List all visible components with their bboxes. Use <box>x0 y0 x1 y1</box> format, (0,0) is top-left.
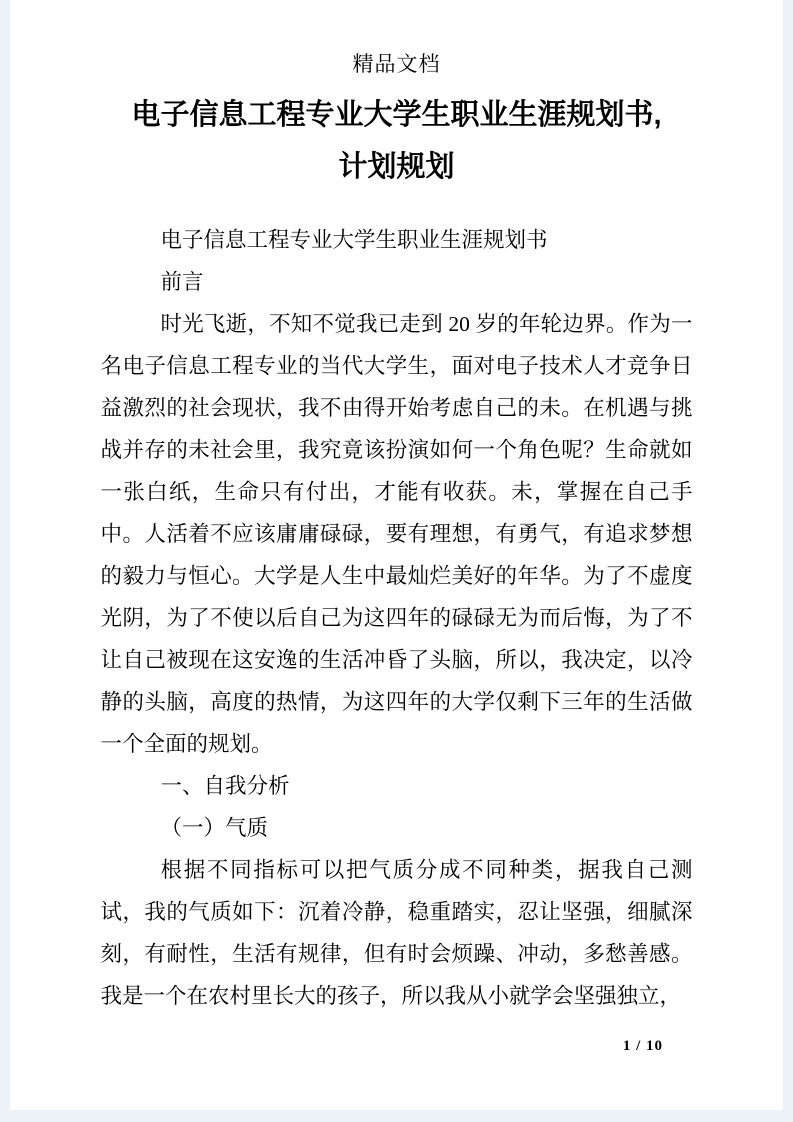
paragraph-foreword-heading: 前言 <box>160 270 204 294</box>
document-header-label: 精品文档 <box>352 52 441 76</box>
paragraph-foreword-body: 时光飞逝，不知不觉我已走到 20 岁的年轮边界。作为一名电子信息工程专业的当代大学生，面对电子技术人才竞争日益激烈的社会现状，我不由得开始考虑自己的未。在机遇与挑战并存的未社会里，我究竟该扮演如何一个角色呢？生命就如一张白纸，生命只有付出，才能有收获。未，掌握在自己手中。人活着不应该庸庸碌碌，要有理想，有勇气，有追求梦想的毅力与恒心。大学是人生中最灿烂美好的年华。为了不虚度光阴，为了不使以后自己为这四年的碌碌无为而后悔，为了不让自己被现在这安逸的生活冲昏了头脑，所以，我决定，以冷静的头脑，高度的热情，为这四年的大学仅剩下三年的生活做一个全面的规划。 <box>100 312 693 756</box>
paragraph-section-heading-self-analysis: 一、自我分析 <box>160 774 290 798</box>
document-body <box>101 219 693 1017</box>
document-title-line-1: 电子信息工程专业大学生职业生涯规划书, <box>131 99 662 131</box>
paragraph-subsection-heading-temperament: （一）气质 <box>160 816 269 840</box>
document-title <box>0 89 793 193</box>
document-title-line-2: 计划规划 <box>338 151 455 183</box>
page-edge-left <box>0 0 10 1122</box>
paragraph-temperament-body: 根据不同指标可以把气质分成不同种类，据我自己测试，我的气质如下：沉着冷静，稳重踏实，忍让坚强，细腻深刻，有耐性，生活有规律，但有时会烦躁、冲动，多愁善感。我是一个在农村里长大的孩子，所以我从小就学会坚强独立， <box>100 858 693 1008</box>
paragraph-subtitle: 电子信息工程专业大学生职业生涯规划书 <box>160 228 548 252</box>
page-edge-bottom <box>0 1110 793 1122</box>
page-edge-right <box>783 0 793 1122</box>
page-number: 1 / 10 <box>622 1038 663 1054</box>
